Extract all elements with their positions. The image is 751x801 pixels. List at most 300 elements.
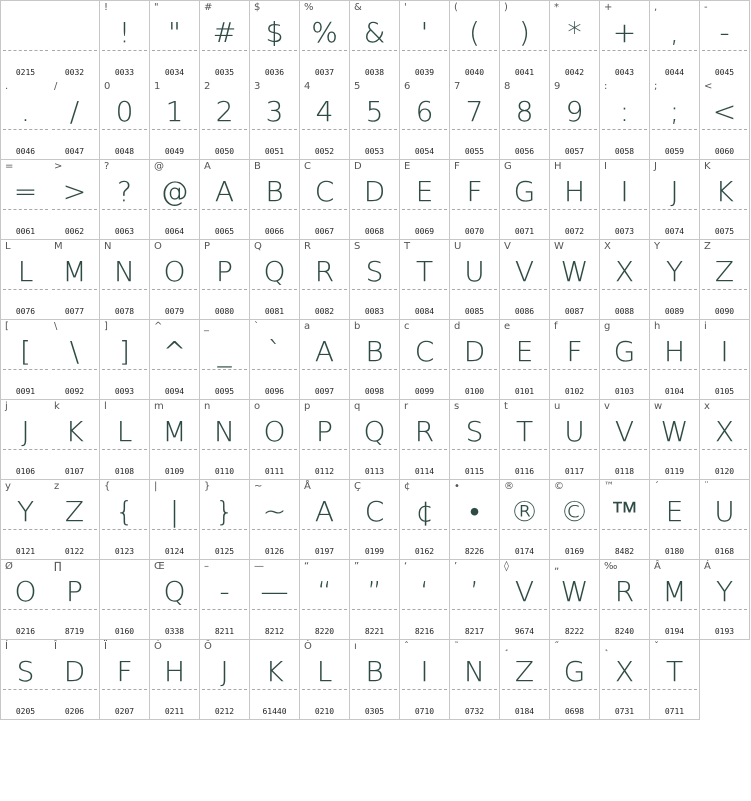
character-code: 0126: [264, 547, 285, 556]
glyph-cell[interactable]: [350, 80, 400, 160]
glyph-sample: #: [212, 16, 237, 49]
character-code: 0078: [114, 307, 135, 316]
glyph-sample: H: [163, 655, 186, 688]
glyph-cell[interactable]: [50, 160, 100, 240]
glyph-cell[interactable]: [50, 480, 100, 560]
reference-character: [: [5, 321, 9, 332]
glyph-sample: Q: [263, 255, 286, 288]
glyph-cell[interactable]: [500, 0, 550, 81]
glyph-cell[interactable]: [350, 160, 400, 240]
reference-character: L: [5, 241, 11, 252]
character-code: 8217: [464, 627, 485, 636]
glyph-sample: Z: [714, 255, 735, 288]
reference-character: 1: [154, 81, 161, 92]
glyph-cell[interactable]: [650, 560, 700, 640]
glyph-sample: +: [612, 16, 637, 49]
glyph-cell[interactable]: [50, 640, 100, 720]
character-code: 0063: [114, 227, 135, 236]
glyph-cell[interactable]: [100, 320, 150, 400]
reference-character: ®: [504, 481, 514, 492]
glyph-sample: W: [560, 255, 589, 288]
glyph-cell[interactable]: [500, 80, 550, 160]
glyph-cell[interactable]: [550, 400, 600, 480]
character-code: 0055: [464, 147, 485, 156]
glyph-sample: 6: [415, 95, 434, 128]
character-code: 0054: [414, 147, 435, 156]
reference-character: ™: [604, 481, 614, 492]
glyph-cell[interactable]: [200, 400, 250, 480]
glyph-sample: -: [719, 16, 730, 49]
reference-character: ˛: [604, 641, 609, 652]
reference-character: v: [604, 401, 610, 412]
glyph-cell[interactable]: [700, 0, 750, 81]
glyph-cell[interactable]: [150, 0, 200, 81]
reference-character: ©: [554, 481, 564, 492]
character-code: 0069: [414, 227, 435, 236]
character-code: 0040: [464, 68, 485, 77]
character-code: 8221: [364, 627, 385, 636]
glyph-cell[interactable]: [400, 320, 450, 400]
character-code: 0056: [514, 147, 535, 156]
glyph-sample: 5: [365, 95, 384, 128]
glyph-cell[interactable]: [450, 0, 500, 81]
glyph-cell[interactable]: [400, 400, 450, 480]
glyph-cell[interactable]: [600, 80, 650, 160]
glyph-cell[interactable]: [700, 240, 750, 320]
reference-character: q: [354, 401, 361, 412]
glyph-cell[interactable]: [0, 400, 51, 480]
character-code: 0206: [64, 707, 85, 716]
glyph-cell[interactable]: [350, 480, 400, 560]
glyph-cell[interactable]: [200, 0, 250, 81]
glyph-cell[interactable]: [700, 560, 750, 640]
glyph-cell[interactable]: [650, 0, 700, 81]
glyph-cell[interactable]: [300, 160, 350, 240]
glyph-cell[interactable]: [50, 240, 100, 320]
glyph-cell[interactable]: [600, 400, 650, 480]
reference-character: .: [5, 81, 9, 92]
glyph-cell[interactable]: [600, 640, 650, 720]
glyph-cell[interactable]: [550, 480, 600, 560]
character-code: 0109: [164, 467, 185, 476]
character-code: 0090: [714, 307, 735, 316]
character-code: 0095: [214, 387, 235, 396]
glyph-sample: I: [620, 175, 629, 208]
glyph-cell[interactable]: [0, 560, 51, 640]
glyph-cell[interactable]: [300, 560, 350, 640]
glyph-cell[interactable]: [250, 240, 300, 320]
glyph-sample: D: [363, 175, 386, 208]
reference-character: ´: [654, 481, 659, 492]
character-code: 0104: [664, 387, 685, 396]
reference-character: I: [604, 161, 607, 172]
glyph-sample: L: [116, 415, 133, 448]
reference-character: +: [604, 2, 613, 13]
character-code: 0114: [414, 467, 435, 476]
glyph-cell[interactable]: [450, 240, 500, 320]
character-code: 0036: [264, 68, 285, 77]
reference-character: (: [454, 2, 458, 13]
reference-character: K: [704, 161, 711, 172]
character-code: 0050: [214, 147, 235, 156]
glyph-cell[interactable]: [700, 80, 750, 160]
glyph-cell[interactable]: [200, 80, 250, 160]
glyph-cell[interactable]: [200, 640, 250, 720]
glyph-cell[interactable]: [300, 640, 350, 720]
character-code: 0207: [114, 707, 135, 716]
glyph-sample: S: [16, 655, 35, 688]
character-code: 0058: [614, 147, 635, 156]
glyph-cell[interactable]: [200, 480, 250, 560]
reference-character: Ï: [104, 641, 107, 652]
glyph-cell[interactable]: [350, 0, 400, 81]
glyph-cell[interactable]: [700, 320, 750, 400]
character-code: 0174: [514, 547, 535, 556]
glyph-cell[interactable]: [50, 80, 100, 160]
glyph-sample: W: [660, 415, 689, 448]
character-code: 0066: [264, 227, 285, 236]
glyph-cell[interactable]: [550, 560, 600, 640]
glyph-sample: Z: [64, 495, 85, 528]
glyph-sample: “: [317, 575, 332, 608]
glyph-cell[interactable]: [400, 560, 450, 640]
glyph-cell[interactable]: [100, 240, 150, 320]
character-code: 0123: [114, 547, 135, 556]
reference-character: e: [504, 321, 511, 332]
reference-character: M: [54, 241, 63, 252]
reference-character: Ø: [5, 561, 13, 572]
character-code: 0059: [664, 147, 685, 156]
glyph-cell[interactable]: [200, 560, 250, 640]
reference-character: “: [304, 561, 310, 572]
glyph-cell[interactable]: [350, 640, 400, 720]
glyph-cell[interactable]: [150, 480, 200, 560]
glyph-sample: S: [465, 415, 484, 448]
glyph-cell[interactable]: [600, 560, 650, 640]
glyph-cell[interactable]: [100, 560, 150, 640]
glyph-sample: E: [415, 175, 434, 208]
glyph-cell[interactable]: [350, 400, 400, 480]
glyph-cell[interactable]: [0, 480, 51, 560]
glyph-cell[interactable]: [450, 560, 500, 640]
character-code: 0710: [414, 707, 435, 716]
glyph-sample: T: [665, 655, 684, 688]
glyph-sample: O: [263, 415, 286, 448]
glyph-sample: ~: [262, 495, 287, 528]
glyph-cell[interactable]: [600, 160, 650, 240]
glyph-sample: 3: [265, 95, 284, 128]
character-code: 0072: [564, 227, 585, 236]
character-code: 0099: [414, 387, 435, 396]
glyph-cell[interactable]: [200, 320, 250, 400]
reference-character: w: [654, 401, 663, 412]
glyph-cell[interactable]: [400, 0, 450, 81]
glyph-cell[interactable]: [0, 160, 51, 240]
character-code: 8719: [64, 627, 85, 636]
glyph-sample: |: [169, 495, 180, 528]
glyph-sample: ?: [117, 175, 132, 208]
reference-character: ^: [154, 321, 163, 332]
reference-character: ): [504, 2, 508, 13]
glyph-sample: Y: [715, 575, 734, 608]
character-code: 0065: [214, 227, 235, 236]
reference-character: j: [5, 401, 8, 412]
glyph-sample: N: [114, 255, 135, 288]
glyph-sample: \: [69, 335, 80, 368]
reference-character: B: [254, 161, 261, 172]
glyph-cell[interactable]: [150, 80, 200, 160]
glyph-cell[interactable]: [500, 240, 550, 320]
glyph-cell[interactable]: [500, 160, 550, 240]
glyph-cell[interactable]: [450, 640, 500, 720]
reference-character: ˇ: [654, 641, 659, 652]
glyph-sample: ": [168, 16, 181, 49]
character-code: 0098: [364, 387, 385, 396]
glyph-cell[interactable]: [400, 240, 450, 320]
reference-character: P: [204, 241, 211, 252]
glyph-cell[interactable]: [150, 240, 200, 320]
glyph-cell[interactable]: [700, 480, 750, 560]
glyph-sample: N: [214, 415, 235, 448]
glyph-cell[interactable]: [300, 0, 350, 81]
reference-character: `: [254, 321, 259, 332]
glyph-cell[interactable]: [400, 480, 450, 560]
reference-character: ;: [654, 81, 658, 92]
glyph-cell[interactable]: [0, 320, 51, 400]
character-code: 0043: [614, 68, 635, 77]
glyph-cell[interactable]: [450, 480, 500, 560]
character-code: 0097: [314, 387, 335, 396]
glyph-cell[interactable]: [100, 0, 150, 81]
glyph-cell[interactable]: [100, 480, 150, 560]
reference-character: 4: [304, 81, 311, 92]
reference-character: ∏: [54, 561, 62, 572]
reference-character: s: [454, 401, 460, 412]
glyph-cell[interactable]: [0, 0, 51, 81]
reference-character: G: [504, 161, 512, 172]
glyph-cell[interactable]: [550, 320, 600, 400]
glyph-cell[interactable]: [150, 400, 200, 480]
glyph-cell[interactable]: [600, 480, 650, 560]
glyph-sample: D: [463, 335, 486, 368]
character-code: 0115: [464, 467, 485, 476]
glyph-cell[interactable]: [550, 0, 600, 81]
reference-character: ¸: [504, 641, 509, 652]
reference-character: 9: [554, 81, 561, 92]
glyph-cell[interactable]: [250, 640, 300, 720]
glyph-cell[interactable]: [0, 80, 51, 160]
glyph-cell[interactable]: [250, 160, 300, 240]
glyph-cell[interactable]: [200, 240, 250, 320]
character-code: 8216: [414, 627, 435, 636]
character-code: 0088: [614, 307, 635, 316]
character-code: 0087: [564, 307, 585, 316]
glyph-cell[interactable]: [50, 0, 100, 81]
reference-character: Z: [704, 241, 711, 252]
glyph-cell[interactable]: [250, 320, 300, 400]
glyph-cell[interactable]: [600, 320, 650, 400]
reference-character: k: [54, 401, 60, 412]
glyph-sample: .: [21, 95, 30, 128]
character-code: 0034: [164, 68, 185, 77]
reference-character: _: [204, 321, 209, 332]
character-code: 8212: [264, 627, 285, 636]
reference-character: y: [5, 481, 11, 492]
glyph-sample: —: [260, 575, 289, 608]
character-code: 0215: [15, 68, 36, 77]
glyph-sample: :: [619, 95, 630, 128]
glyph-sample: R: [414, 415, 435, 448]
character-code: 0080: [214, 307, 235, 316]
character-code: 0047: [64, 147, 85, 156]
glyph-cell[interactable]: [600, 240, 650, 320]
glyph-sample: I: [720, 335, 729, 368]
character-code: 0083: [364, 307, 385, 316]
reference-character: d: [454, 321, 461, 332]
reference-character: •: [454, 481, 460, 492]
glyph-cell[interactable]: [500, 480, 550, 560]
character-code: 0052: [314, 147, 335, 156]
glyph-cell[interactable]: [400, 80, 450, 160]
glyph-cell[interactable]: [150, 320, 200, 400]
glyph-cell[interactable]: [550, 160, 600, 240]
glyph-sample: B: [365, 655, 384, 688]
glyph-cell[interactable]: [300, 400, 350, 480]
glyph-cell[interactable]: [450, 80, 500, 160]
glyph-cell[interactable]: [450, 400, 500, 480]
reference-character: ˝: [554, 641, 559, 652]
glyph-cell[interactable]: [650, 640, 700, 720]
glyph-cell[interactable]: [700, 160, 750, 240]
glyph-cell[interactable]: [150, 560, 200, 640]
glyph-sample: X: [714, 415, 735, 448]
glyph-cell[interactable]: [450, 160, 500, 240]
glyph-sample: =: [13, 175, 38, 208]
character-code: 0096: [264, 387, 285, 396]
character-code: 0068: [364, 227, 385, 236]
glyph-cell[interactable]: [250, 80, 300, 160]
reference-character: a: [304, 321, 311, 332]
glyph-cell[interactable]: [650, 240, 700, 320]
character-code: 0168: [714, 547, 735, 556]
glyph-cell[interactable]: [100, 160, 150, 240]
reference-character: 0: [104, 81, 111, 92]
glyph-cell[interactable]: [600, 0, 650, 81]
glyph-cell[interactable]: [0, 640, 51, 720]
glyph-cell[interactable]: [650, 80, 700, 160]
glyph-cell[interactable]: [700, 400, 750, 480]
glyph-sample: F: [116, 655, 133, 688]
reference-character: 8: [504, 81, 511, 92]
glyph-cell[interactable]: [650, 160, 700, 240]
glyph-sample: [50, 14, 99, 52]
reference-character: =: [5, 161, 14, 172]
glyph-cell[interactable]: [350, 320, 400, 400]
glyph-sample: T: [415, 255, 434, 288]
reference-character: p: [304, 401, 311, 412]
glyph-sample: <: [712, 95, 737, 128]
glyph-sample: M: [62, 255, 87, 288]
reference-character: H: [554, 161, 562, 172]
character-code: 0053: [364, 147, 385, 156]
glyph-cell[interactable]: [250, 0, 300, 81]
glyph-sample: A: [314, 335, 335, 368]
reference-character: Ò: [304, 641, 312, 652]
glyph-cell[interactable]: [0, 240, 51, 320]
character-code: 0160: [114, 627, 135, 636]
glyph-cell[interactable]: [650, 320, 700, 400]
glyph-sample: H: [663, 335, 686, 368]
glyph-cell[interactable]: [500, 560, 550, 640]
glyph-cell[interactable]: [650, 400, 700, 480]
character-code: 0698: [564, 707, 585, 716]
glyph-sample: D: [63, 655, 86, 688]
glyph-cell[interactable]: [50, 560, 100, 640]
reference-character: 3: [254, 81, 261, 92]
glyph-cell[interactable]: [500, 640, 550, 720]
reference-character: ◊: [504, 561, 509, 572]
glyph-cell[interactable]: [150, 640, 200, 720]
reference-character: 7: [454, 81, 461, 92]
glyph-sample: 0: [115, 95, 134, 128]
glyph-cell[interactable]: [300, 480, 350, 560]
reference-character: u: [554, 401, 561, 412]
glyph-cell[interactable]: [500, 400, 550, 480]
glyph-cell[interactable]: [50, 320, 100, 400]
glyph-cell[interactable]: [100, 400, 150, 480]
glyph-cell[interactable]: [650, 480, 700, 560]
glyph-sample: ”: [367, 575, 382, 608]
reference-character: {: [104, 481, 111, 492]
character-code: 0064: [164, 227, 185, 236]
character-code: 0731: [614, 707, 635, 716]
glyph-cell[interactable]: [400, 160, 450, 240]
glyph-cell[interactable]: [150, 160, 200, 240]
glyph-sample: @: [160, 175, 189, 208]
glyph-cell[interactable]: [100, 80, 150, 160]
character-code: 0216: [15, 627, 36, 636]
character-code: 0211: [164, 707, 185, 716]
glyph-sample: P: [66, 575, 83, 608]
glyph-cell[interactable]: [350, 240, 400, 320]
glyph-sample: K: [715, 175, 734, 208]
glyph-cell[interactable]: [250, 560, 300, 640]
glyph-cell[interactable]: [350, 560, 400, 640]
reference-character: &: [354, 2, 362, 13]
glyph-cell[interactable]: [550, 240, 600, 320]
glyph-cell[interactable]: [300, 240, 350, 320]
glyph-cell[interactable]: [300, 80, 350, 160]
reference-character: :: [604, 81, 608, 92]
glyph-cell[interactable]: [100, 640, 150, 720]
glyph-cell[interactable]: [500, 320, 550, 400]
glyph-cell[interactable]: [200, 160, 250, 240]
glyph-cell[interactable]: [250, 480, 300, 560]
glyph-cell[interactable]: [550, 640, 600, 720]
glyph-sample: G: [563, 655, 586, 688]
character-code: 0193: [714, 627, 735, 636]
character-code: 0124: [164, 547, 185, 556]
glyph-cell[interactable]: [250, 400, 300, 480]
glyph-cell[interactable]: [300, 320, 350, 400]
glyph-cell[interactable]: [450, 320, 500, 400]
glyph-cell[interactable]: [50, 400, 100, 480]
character-code: 0210: [314, 707, 335, 716]
glyph-cell[interactable]: [550, 80, 600, 160]
character-code: 0091: [15, 387, 36, 396]
glyph-sample: L: [316, 655, 333, 688]
glyph-cell[interactable]: [400, 640, 450, 720]
